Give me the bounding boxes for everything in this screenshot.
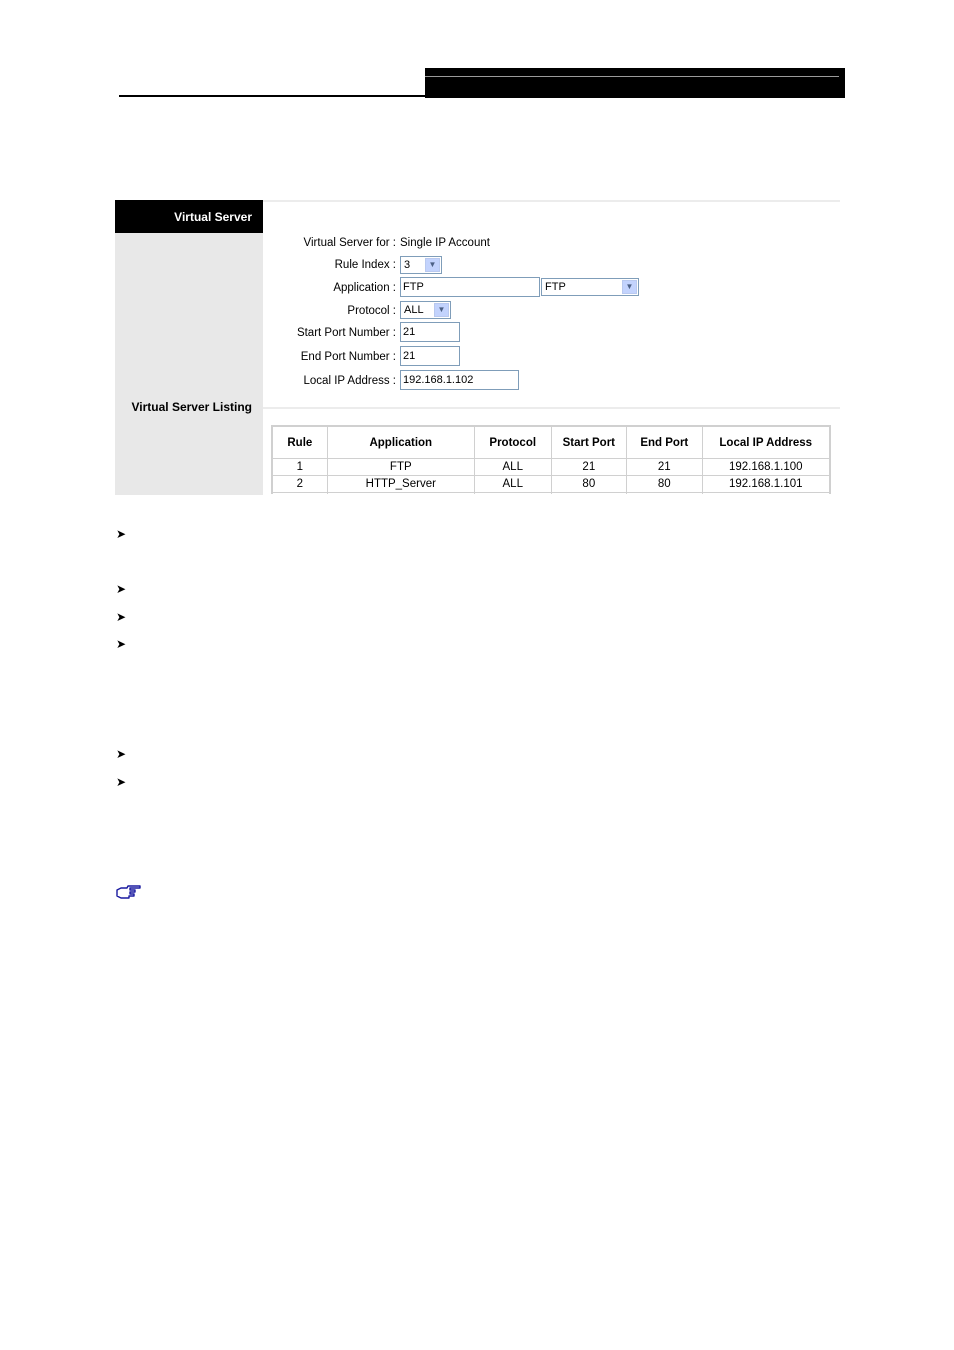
arrow-bullet-icon: ➤ xyxy=(116,527,127,541)
table-cell: ALL xyxy=(474,476,551,493)
end-port-input[interactable]: 21 xyxy=(400,346,460,366)
application-preset-select[interactable] xyxy=(541,278,639,296)
table-row xyxy=(272,459,830,476)
arrow-bullet-icon: ➤ xyxy=(116,582,127,596)
column-header: Protocol xyxy=(474,426,551,459)
table-cell: 2 xyxy=(272,476,327,493)
top-separator xyxy=(263,200,840,202)
table-cell xyxy=(627,493,702,495)
table-cell: FTP xyxy=(327,459,474,476)
local-ip-row xyxy=(263,370,840,392)
table-cell: 80 xyxy=(627,476,702,493)
arrow-bullet-icon: ➤ xyxy=(116,747,127,761)
table-cell: 21 xyxy=(627,459,702,476)
chevron-down-icon: ▼ xyxy=(622,280,637,294)
arrow-bullet-icon: ➤ xyxy=(116,610,127,624)
page-header-bar xyxy=(425,68,845,98)
start-port-label: Start Port Number : xyxy=(296,327,396,339)
header-bar-rule xyxy=(425,76,839,77)
virtual-server-for-value: Single IP Account xyxy=(400,237,490,249)
table-cell: 192.168.1.101 xyxy=(702,476,830,493)
end-port-label: End Port Number : xyxy=(300,351,396,363)
table-cell: 192.168.1.100 xyxy=(702,459,830,476)
rule-index-select[interactable] xyxy=(400,256,442,274)
column-header: Start Port xyxy=(551,426,626,459)
listing-table-container xyxy=(265,420,845,494)
page-header-line xyxy=(119,95,426,97)
virtual-server-for-label: Virtual Server for : xyxy=(303,237,396,249)
protocol-select[interactable] xyxy=(400,301,451,319)
protocol-row xyxy=(263,300,840,322)
table-cell: HTTP_Server xyxy=(327,476,474,493)
arrow-bullet-icon: ➤ xyxy=(116,775,127,789)
panel-left-column xyxy=(115,200,263,495)
panel-title: Virtual Server xyxy=(115,200,263,233)
application-row xyxy=(263,277,840,299)
start-port-input[interactable]: 21 xyxy=(400,322,460,342)
protocol-label: Protocol : xyxy=(347,305,396,317)
column-header: Rule xyxy=(272,426,327,459)
middle-separator xyxy=(263,407,840,409)
table-cell xyxy=(702,493,830,495)
local-ip-label: Local IP Address : xyxy=(303,375,396,387)
local-ip-input[interactable]: 192.168.1.102 xyxy=(400,370,519,390)
table-cell: ALL xyxy=(474,459,551,476)
chevron-down-icon: ▼ xyxy=(434,303,449,317)
table-cell: 80 xyxy=(551,476,626,493)
table-cell xyxy=(474,493,551,495)
application-input[interactable]: FTP xyxy=(400,277,540,297)
protocol-value: ALL xyxy=(404,304,424,316)
table-cell xyxy=(272,493,327,495)
column-header: Application xyxy=(327,426,474,459)
end-port-row xyxy=(263,346,840,368)
rule-index-value: 3 xyxy=(404,259,411,271)
rule-index-label: Rule Index : xyxy=(334,259,396,271)
table-cell xyxy=(327,493,474,495)
pointing-hand-icon xyxy=(116,884,142,900)
application-preset-value: FTP xyxy=(545,281,566,293)
application-label: Application : xyxy=(333,282,396,294)
rule-index-row xyxy=(263,254,840,276)
virtual-server-for-row xyxy=(263,232,840,254)
column-header: Local IP Address xyxy=(702,426,830,459)
table-cell: 1 xyxy=(272,459,327,476)
table-cell xyxy=(551,493,626,495)
virtual-server-table xyxy=(271,425,831,494)
table-cell: 21 xyxy=(551,459,626,476)
table-row xyxy=(272,476,830,493)
chevron-down-icon: ▼ xyxy=(425,258,440,272)
listing-label: Virtual Server Listing xyxy=(131,400,252,414)
table-header-row xyxy=(272,426,830,459)
arrow-bullet-icon: ➤ xyxy=(116,637,127,651)
start-port-row xyxy=(263,322,840,344)
table-row xyxy=(272,493,830,495)
column-header: End Port xyxy=(627,426,702,459)
